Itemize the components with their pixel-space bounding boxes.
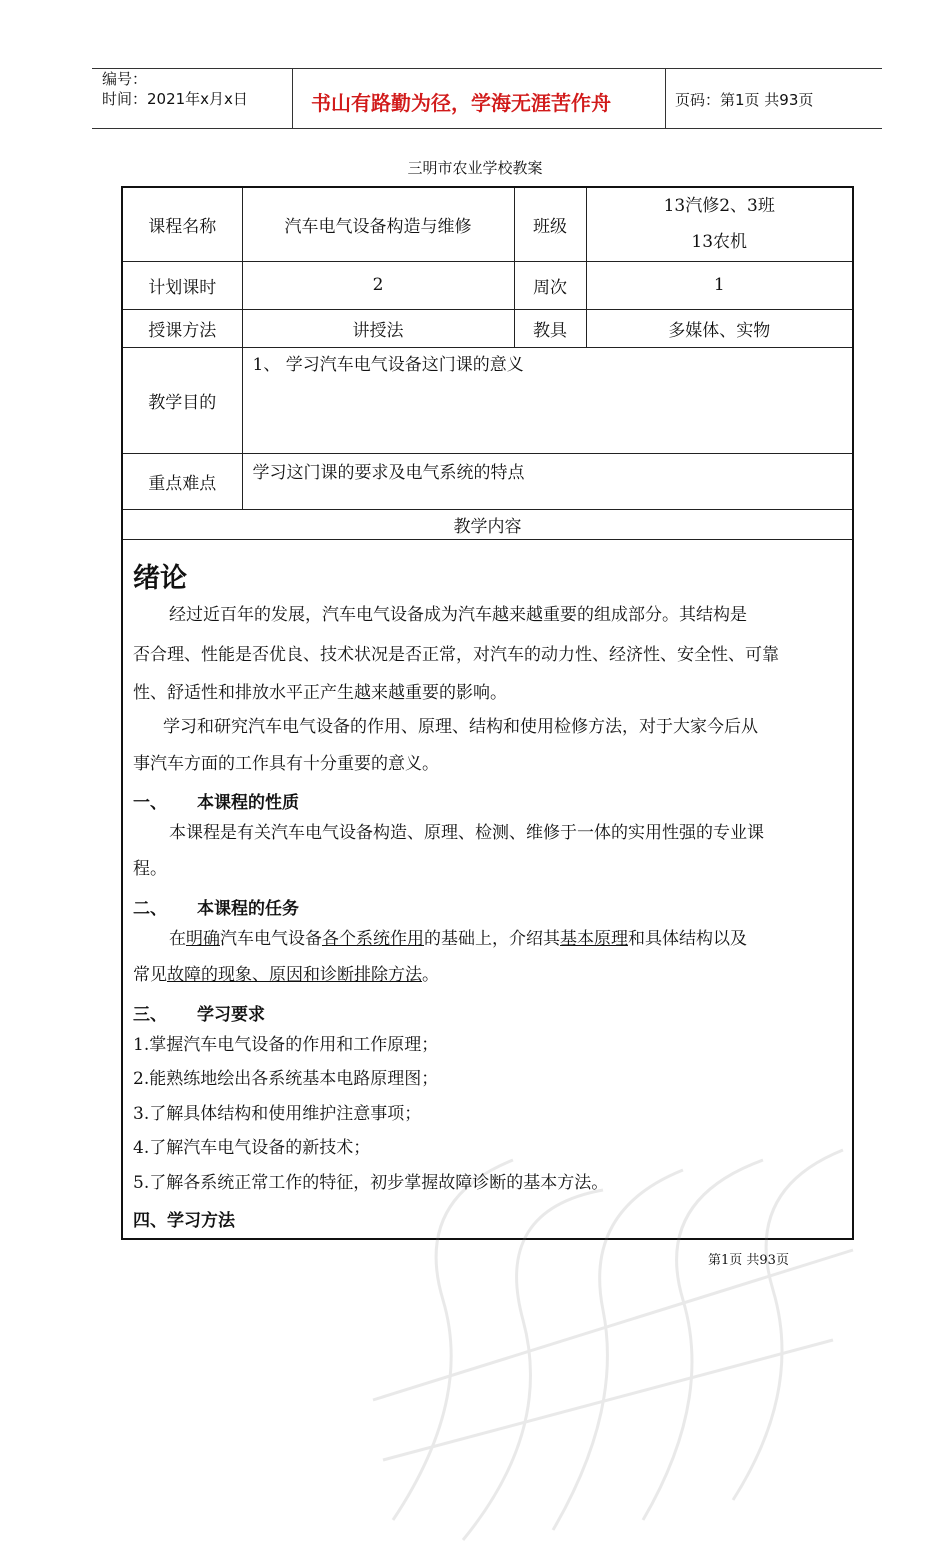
requirement-item-5: 5.了解各系统正常工作的特征，初步掌握故障诊断的基本方法。 <box>133 1172 609 1193</box>
week-value: 1 <box>586 261 853 309</box>
header-divider-2 <box>665 68 666 129</box>
method-value: 讲授法 <box>242 309 514 347</box>
key-label: 重点难点 <box>122 453 242 509</box>
header-time-label: 时间：2021年x月x日 <box>102 90 248 108</box>
lesson-plan-table <box>121 186 854 1240</box>
section2-line2 <box>133 964 439 987</box>
section1-number: 一、 <box>133 792 167 813</box>
underlined-fragment: 故障的现象、原因和诊断排除方法 <box>167 964 422 985</box>
text-fragment: 常见 <box>133 964 167 985</box>
section3-heading <box>133 1000 265 1025</box>
section2-line1 <box>169 928 747 951</box>
content-body <box>122 539 853 1239</box>
course-name-label: 课程名称 <box>122 187 242 261</box>
header-motto: 书山有路勤为径，学海无涯苦作舟 <box>311 91 611 115</box>
class-value-line1: 13汽修2、3班 <box>663 196 775 217</box>
para1-line2: 否合理、性能是否优良、技术状况是否正常，对汽车的动力性、经济性、安全性、可靠 <box>133 644 779 665</box>
requirement-item-4: 4.了解汽车电气设备的新技术； <box>133 1137 371 1158</box>
section2-number: 二、 <box>133 898 167 919</box>
section1-line2: 程。 <box>133 858 167 879</box>
text-fragment: 在 <box>169 928 186 949</box>
header-top-rule <box>92 68 882 69</box>
key-value: 学习这门课的要求及电气系统的特点 <box>242 453 853 509</box>
tools-label: 教具 <box>514 309 586 347</box>
text-fragment: 。 <box>422 964 439 985</box>
page-footer: 第1页 共93页 <box>708 1253 789 1268</box>
requirement-item-1: 1.掌握汽车电气设备的作用和工作原理； <box>133 1034 439 1055</box>
goal-label: 教学目的 <box>122 347 242 453</box>
requirement-item-2: 2.能熟练地绘出各系统基本电路原理图； <box>133 1068 439 1089</box>
para2-line2: 事汽车方面的工作具有十分重要的意义。 <box>133 753 439 774</box>
hours-value: 2 <box>242 261 514 309</box>
content-title: 绪论 <box>133 562 187 594</box>
section1-title: 本课程的性质 <box>197 792 299 813</box>
section2-heading <box>133 894 299 919</box>
goal-value: 1、 学习汽车电气设备这门课的意义 <box>242 347 853 453</box>
para2-line1: 学习和研究汽车电气设备的作用、原理、结构和使用检修方法，对于大家今后从 <box>163 716 758 737</box>
para1-line3: 性、舒适性和排放水平正产生越来越重要的影响。 <box>133 682 507 703</box>
para1-line1: 经过近百年的发展，汽车电气设备成为汽车越来越重要的组成部分。其结构是 <box>169 604 747 625</box>
header-bottom-rule <box>92 128 882 129</box>
underlined-fragment: 基本原理 <box>560 928 628 949</box>
text-fragment: 汽车电气设备 <box>220 928 322 949</box>
course-name-value: 汽车电气设备构造与维修 <box>242 187 514 261</box>
class-label: 班级 <box>514 187 586 261</box>
method-label: 授课方法 <box>122 309 242 347</box>
header-number-label: 编号： <box>102 70 148 88</box>
text-fragment: 和具体结构以及 <box>628 928 747 949</box>
content-label: 教学内容 <box>122 509 853 539</box>
text-fragment: 的基础上，介绍其 <box>424 928 560 949</box>
section4-heading: 四、学习方法 <box>133 1210 235 1231</box>
week-label: 周次 <box>514 261 586 309</box>
underlined-fragment: 各个系统作用 <box>322 928 424 949</box>
hours-label: 计划课时 <box>122 261 242 309</box>
section1-line1: 本课程是有关汽车电气设备构造、原理、检测、维修于一体的实用性强的专业课 <box>169 822 764 843</box>
section3-title: 学习要求 <box>197 1004 265 1025</box>
tools-value: 多媒体、实物 <box>586 309 853 347</box>
section3-number: 三、 <box>133 1004 167 1025</box>
section2-title: 本课程的任务 <box>197 898 299 919</box>
section1-heading <box>133 788 299 813</box>
requirement-item-3: 3.了解具体结构和使用维护注意事项； <box>133 1103 422 1124</box>
underlined-fragment: 明确 <box>186 928 220 949</box>
header-divider-1 <box>292 68 293 129</box>
class-value-line2: 13农机 <box>691 232 748 253</box>
school-title: 三明市农业学校教案 <box>407 159 543 177</box>
watermark-graphic <box>353 1100 873 1560</box>
class-value <box>586 187 853 261</box>
header-page-label: 页码：第1页 共93页 <box>675 91 814 109</box>
